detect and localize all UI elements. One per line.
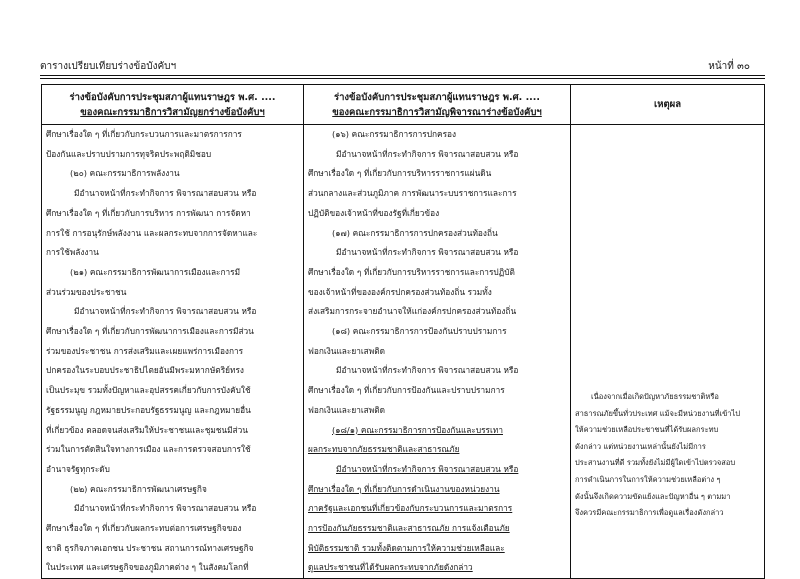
header-rule xyxy=(40,75,765,76)
text-line: ศึกษาเรื่องใด ๆ ที่เกี่ยวกับการบริหารราชการและการปฏิบัติ xyxy=(308,266,515,277)
comparison-table xyxy=(41,84,765,579)
text-line: ศึกษาเรื่องใด ๆ ที่เกี่ยวกับการป้องกันและปราบปรามการ xyxy=(308,385,505,396)
text-line: ส่งเสริมการกระจายอำนาจให้แก่องค์กรปกครองส่วนท้องถิ่น xyxy=(308,306,517,317)
column-header-reason xyxy=(571,85,765,125)
text-line: ดังกล่าว แต่หน่วยงานเหล่านั้นยังไม่มีการ xyxy=(575,441,706,451)
cell-review-committee xyxy=(304,125,571,579)
text-line: มีอำนาจหน้าที่กระทำกิจการ พิจารณาสอบสวน หรือ xyxy=(74,306,257,317)
cell-drafting-committee xyxy=(42,125,304,579)
text-line: ผลกระทบจากภัยธรรมชาติและสาธารณภัย xyxy=(308,444,460,455)
text-line: พิบัติธรรมชาติ รวมทั้งติดตามการให้ความช่วยเหลือและ xyxy=(308,542,505,553)
text-line: ภาครัฐและเอกชนที่เกี่ยวข้องกับกระบวนการและมาตรการ xyxy=(308,503,513,514)
text-line: มีอำนาจหน้าที่กระทำกิจการ พิจารณาสอบสวน หรือ xyxy=(74,503,257,514)
text-line: ศึกษาเรื่องใด ๆ ที่เกี่ยวกับการบริหาร การพัฒนา การจัดหา xyxy=(46,207,251,218)
text-line: ในประเทศ และเศรษฐกิจของภูมิภาคต่าง ๆ ในสังคมโลกที่ xyxy=(46,562,249,573)
table-row xyxy=(42,125,765,579)
text-line: ส่วนกลางและส่วนภูมิภาค การพัฒนาระบบราชการและการ xyxy=(308,188,517,199)
text-line: ร่วมในการตัดสินใจทางการเมือง และการตรวจสอบการใช้ xyxy=(46,444,251,455)
text-line: อำนาจรัฐทุกระดับ xyxy=(46,463,110,474)
text-line: ของเจ้าหน้าที่ขององค์กรปกครองส่วนท้องถิ่น รวมทั้ง xyxy=(308,286,492,297)
text-line: ดูแลประชาชนที่ได้รับผลกระทบจากภัยดังกล่าว xyxy=(308,562,473,573)
text-line: ศึกษาเรื่องใด ๆ ที่เกี่ยวกับผลกระทบต่อการเศรษฐกิจของ xyxy=(46,523,242,534)
text-line: มีอำนาจหน้าที่กระทำกิจการ พิจารณาสอบสวน หรือ xyxy=(336,365,519,376)
text-line: ศึกษาเรื่องใด ๆ ที่เกี่ยวกับการพัฒนาการเมืองและการมีส่วน xyxy=(46,326,254,337)
text-line: (๑๖) คณะกรรมาธิการการปกครอง xyxy=(332,129,457,139)
text-line: การดำเนินการในการให้ความช่วยเหลือต่าง ๆ xyxy=(575,474,721,484)
text-line: ดังนั้นจึงเกิดความขัดแย้งและปัญหาอื่น ๆ ตามมา xyxy=(575,491,731,501)
column-header-review-committee xyxy=(304,85,571,125)
text-line: ปฏิบัติของเจ้าหน้าที่ของรัฐที่เกี่ยวข้อง xyxy=(308,207,440,218)
page-number: หน้าที่ ๓๐ xyxy=(708,61,750,72)
text-line: (๒๑) คณะกรรมาธิการพัฒนาการเมืองและการมี xyxy=(70,266,241,277)
text-line: ประสานงานที่ดี รวมทั้งยังไม่มีผู้ใดเข้าไปตรวจสอบ xyxy=(575,458,736,468)
cell-reason xyxy=(571,125,765,579)
text-line: ป้องกันและปราบปรามการทุจริตประพฤติมิชอบ xyxy=(46,148,212,159)
text-line: ปกครองในระบอบประชาธิปไตยอันมีพระมหากษัตริย์ทรง xyxy=(46,365,244,376)
text-line: มีอำนาจหน้าที่กระทำกิจการ พิจารณาสอบสวน หรือ xyxy=(336,247,519,258)
text-line: ศึกษาเรื่องใด ๆ ที่เกี่ยวกับการดำเนินงานของหน่วยงาน xyxy=(308,483,500,494)
text-line: การใช้พลังงาน xyxy=(46,247,99,258)
text-line: จึงควรมีคณะกรรมาธิการเพื่อดูแลเรื่องดังกล่าว xyxy=(575,508,724,518)
text-line: เนื่องจากเมื่อเกิดปัญหาภัยธรรมชาติหรือ xyxy=(591,392,719,401)
text-line: (๑๗) คณะกรรมาธิการการปกครองส่วนท้องถิ่น xyxy=(332,227,498,238)
text-line: (๒๒) คณะกรรมาธิการพัฒนาเศรษฐกิจ xyxy=(70,483,207,494)
text-line: ที่เกี่ยวข้อง ตลอดจนส่งเสริมให้ประชาชนและชุมชนมีส่วน xyxy=(46,424,248,435)
text-line: ศึกษาเรื่องใด ๆ ที่เกี่ยวกับการบริหารราชการแผ่นดิน xyxy=(308,168,492,179)
text-line: (๑๘/๑) คณะกรรมาธิการการป้องกันและบรรเทา xyxy=(332,424,503,435)
column-header-line: ของคณะกรรมาธิการวิสามัญพิจารณาร่างข้อบังคับฯ xyxy=(332,106,542,118)
text-line: ศึกษาเรื่องใด ๆ ที่เกี่ยวกับกระบวนการและมาตรการการ xyxy=(46,129,242,139)
text-line: ร่วมของประชาชน การส่งเสริมและเผยแพร่การเมืองการ xyxy=(46,345,244,356)
text-line: ฟอกเงินและยาเสพติด xyxy=(308,404,385,415)
column-header-line: ร่างข้อบังคับการประชุมสภาผู้แทนราษฎร พ.ศ. .... xyxy=(69,91,276,103)
document-title: ตารางเปรียบเทียบร่างข้อบังคับฯ xyxy=(40,61,177,72)
column-header-drafting-committee xyxy=(42,85,304,125)
text-line: มีอำนาจหน้าที่กระทำกิจการ พิจารณาสอบสวน หรือ xyxy=(74,188,257,199)
text-line: การใช้ การอนุรักษ์พลังงาน และผลกระทบจากการจัดหาและ xyxy=(46,227,258,238)
column-header-line: เหตุผล xyxy=(653,99,682,110)
text-line: ส่วนร่วมของประชาชน xyxy=(46,286,127,297)
text-line: ให้ความช่วยเหลือประชาชนที่ได้รับผลกระทบ xyxy=(575,425,719,435)
text-line: รัฐธรรมนูญ กฎหมายประกอบรัฐธรรมนูญ และกฎหมายอื่น xyxy=(46,404,251,415)
table-header-row xyxy=(42,85,765,125)
text-line: มีอำนาจหน้าที่กระทำกิจการ พิจารณาสอบสวน หรือ xyxy=(336,148,519,159)
text-line: (๑๘) คณะกรรมาธิการการป้องกันปราบปรามการ xyxy=(332,326,507,337)
text-line: มีอำนาจหน้าที่กระทำกิจการ พิจารณาสอบสวน หรือ xyxy=(336,463,519,474)
text-line: การป้องกันภัยธรรมชาติและสาธารณภัย การแจ้งเตือนภัย xyxy=(308,523,510,534)
column-header-line: ของคณะกรรมาธิการวิสามัญยกร่างข้อบังคับฯ xyxy=(80,106,265,118)
text-line: สาธารณภัยขึ้นทั่วประเทศ แม้จะมีหน่วยงานที่เข้าไป xyxy=(575,408,740,418)
text-line: ฟอกเงินและยาเสพติด xyxy=(308,345,385,356)
text-line: เป็นประมุข รวมทั้งปัญหาและอุปสรรคเกี่ยวกับการบังคับใช้ xyxy=(46,385,251,396)
text-line: (๒๐) คณะกรรมาธิการพลังงาน xyxy=(70,168,180,179)
header-rule-double xyxy=(40,78,765,79)
column-header-line: ร่างข้อบังคับการประชุมสภาผู้แทนราษฎร พ.ศ. .... xyxy=(333,91,541,103)
text-line: ชาติ ธุรกิจภาคเอกชน ประชาชน สถานการณ์ทางเศรษฐกิจ xyxy=(46,542,254,553)
